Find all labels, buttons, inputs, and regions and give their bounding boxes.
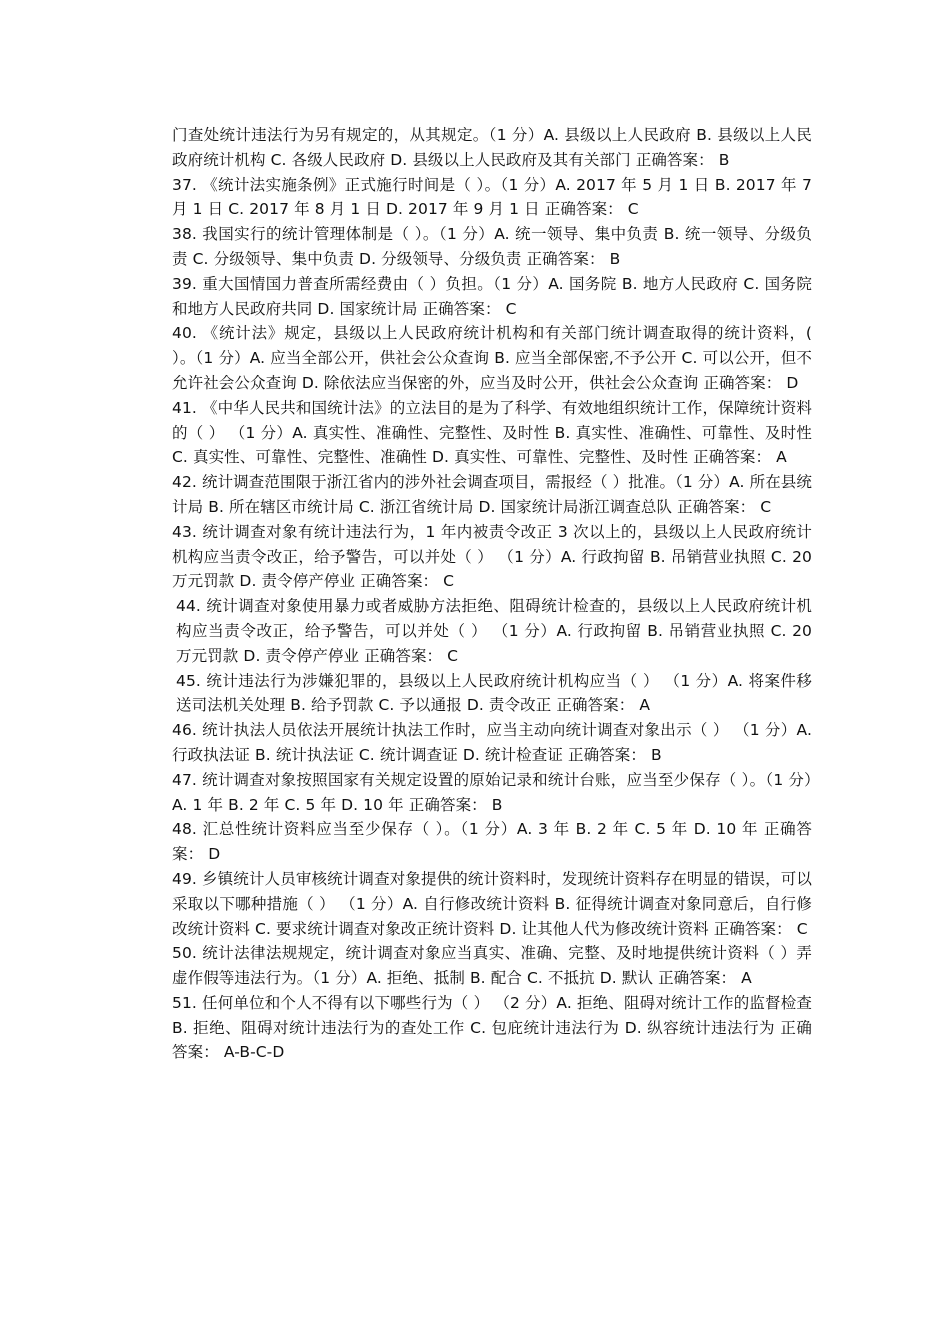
question-36-tail: 门查处统计违法行为另有规定的，从其规定。（1 分）A. 县级以上人民政府 B. 县级以上人民政府统计机构 C. 各级人民政府 D. 县级以上人民政府及其有关部门 正确答案： B — [172, 126, 812, 169]
question-44: 44. 统计调查对象使用暴力或者威胁方法拒绝、阻碍统计检查的，县级以上人民政府统计机构应当责令改正，给予警告，可以并处（ ） （1 分）A. 行政拘留 B. 吊销营业执照 C. 20 万元罚款 D. 责令停产停业 正确答案： C — [176, 597, 812, 665]
question-49: 49. 乡镇统计人员审核统计调查对象提供的统计资料时，发现统计资料存在明显的错误，可以采取以下哪种措施（ ） （1 分）A. 自行修改统计资料 B. 征得统计调查对象同意后，自行修改统计资料 C. 要求统计调查对象改正统计资料 D. 让其他人代为修改统计资料 正确答案： C — [172, 869, 812, 938]
question-42: 42. 统计调查范围限于浙江省内的涉外社会调查项目，需报经（ ）批准。（1 分）A. 所在县统计局 B. 所在辖区市统计局 C. 浙江省统计局 D. 国家统计局浙江调查总队 正确答案： C — [172, 473, 812, 516]
question-45: 45. 统计违法行为涉嫌犯罪的，县级以上人民政府统计机构应当（ ） （1 分）A. 将案件移送司法机关处理 B. 给予罚款 C. 予以通报 D. 责令改正 正确答案： A — [176, 671, 812, 715]
question-40: 40. 《统计法》规定，县级以上人民政府统计机构和有关部门统计调查取得的统计资料，( ）。（1 分）A. 应当全部公开，供社会公众查询 B. 应当全部保密,不予公开 C. 可以公开，但不允许社会公众查询 D. 除依法应当保密的外，应当及时公开，供社会公众查询 正确答案： D — [172, 324, 812, 392]
question-43: 43. 统计调查对象有统计违法行为，1 年内被责令改正 3 次以上的，县级以上人民政府统计机构应当责令改正，给予警告，可以并处（ ） （1 分）A. 行政拘留 B. 吊销营业执照 C. 20 万元罚款 D. 责令停产停业 正确答案： C — [172, 522, 812, 591]
question-47: 47. 统计调查对象按照国家有关规定设置的原始记录和统计台账，应当至少保存（ ）。（1 分）A. 1 年 B. 2 年 C. 5 年 D. 10 年 正确答案： B — [172, 770, 812, 814]
question-51: 51. 任何单位和个人不得有以下哪些行为（ ） （2 分）A. 拒绝、阻碍对统计工作的监督检查 B. 拒绝、阻碍对统计违法行为的查处工作 C. 包庇统计违法行为 D. 纵容统计违法行为 正确答案： A-B-C-D — [172, 993, 812, 1062]
document-body — [172, 123, 812, 1065]
question-41: 41. 《中华人民共和国统计法》的立法目的是为了科学、有效地组织统计工作，保障统计资料的（ ） （1 分）A. 真实性、准确性、完整性、及时性 B. 真实性、准确性、可靠性、及时性 C. 真实性、可靠性、完整性、准确性 D. 真实性、可靠性、完整性、及时性 正确答案： A — [172, 398, 812, 467]
question-37: 37. 《统计法实施条例》正式施行时间是（ ）。（1 分）A. 2017 年 5 月 1 日 B. 2017 年 7 月 1 日 C. 2017 年 8 月 1 日 D. 2017 年 9 月 1 日 正确答案： C — [172, 175, 812, 219]
question-50: 50. 统计法律法规规定，统计调查对象应当真实、准确、完整、及时地提供统计资料（ ）弄虚作假等违法行为。（1 分）A. 拒绝、抵制 B. 配合 C. 不抵抗 D. 默认 正确答案： A — [172, 944, 812, 988]
question-48: 48. 汇总性统计资料应当至少保存（ ）。（1 分）A. 3 年 B. 2 年 C. 5 年 D. 10 年 正确答案： D — [172, 820, 812, 864]
question-38: 38. 我国实行的统计管理体制是（ ）。（1 分）A. 统一领导、集中负责 B. 统一领导、分级负责 C. 分级领导、集中负责 D. 分级领导、分级负责 正确答案： B — [172, 225, 812, 268]
question-46: 46. 统计执法人员依法开展统计执法工作时，应当主动向统计调查对象出示（ ） （1 分）A. 行政执法证 B. 统计执法证 C. 统计调查证 D. 统计检查证 正确答案： B — [172, 721, 812, 764]
question-39: 39. 重大国情国力普查所需经费由（ ）负担。（1 分）A. 国务院 B. 地方人民政府 C. 国务院和地方人民政府共同 D. 国家统计局 正确答案： C — [172, 274, 812, 318]
